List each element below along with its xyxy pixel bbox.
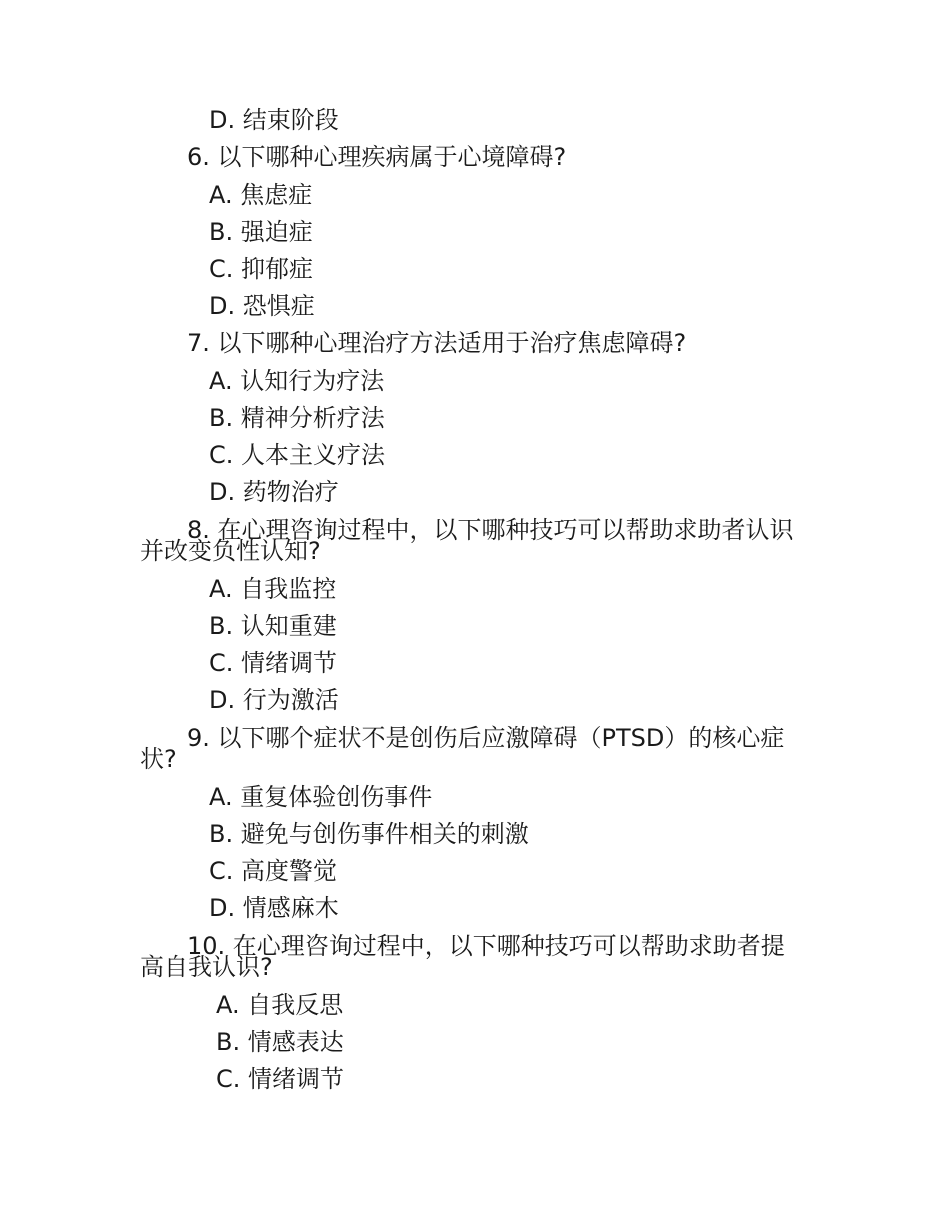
option-line: B. 避免与创伤事件相关的刺激 [209, 820, 529, 848]
option-line: B. 精神分析疗法 [209, 404, 385, 432]
option-line: B. 认知重建 [209, 612, 337, 640]
option-line: C. 情绪调节 [216, 1065, 345, 1093]
question-line: 10. 在心理咨询过程中，以下哪种技巧可以帮助求助者提 [187, 932, 785, 960]
question-continuation: 状? [140, 745, 177, 773]
option-line: D. 结束阶段 [209, 106, 339, 134]
question-continuation: 高自我认识? [140, 953, 273, 981]
option-line: A. 认知行为疗法 [209, 367, 385, 395]
question-line: 7. 以下哪种心理治疗方法适用于治疗焦虑障碍? [187, 329, 687, 357]
option-line: A. 焦虑症 [209, 181, 313, 209]
option-line: D. 情感麻木 [209, 894, 339, 922]
option-line: C. 情绪调节 [209, 649, 338, 677]
option-line: C. 抑郁症 [209, 255, 314, 283]
option-line: A. 自我反思 [216, 991, 344, 1019]
option-line: C. 高度警觉 [209, 857, 338, 885]
question-line: 8. 在心理咨询过程中，以下哪种技巧可以帮助求助者认识 [187, 516, 794, 544]
question-line: 6. 以下哪种心理疾病属于心境障碍? [187, 143, 567, 171]
option-line: D. 恐惧症 [209, 292, 315, 320]
option-line: B. 情感表达 [216, 1028, 344, 1056]
option-line: B. 强迫症 [209, 218, 313, 246]
option-line: A. 重复体验创伤事件 [209, 783, 433, 811]
option-line: D. 行为激活 [209, 686, 339, 714]
question-line: 9. 以下哪个症状不是创伤后应激障碍（PTSD）的核心症 [187, 724, 785, 752]
question-continuation: 并改变负性认知? [140, 537, 321, 565]
option-line: A. 自我监控 [209, 575, 337, 603]
option-line: C. 人本主义疗法 [209, 441, 386, 469]
option-line: D. 药物治疗 [209, 478, 339, 506]
